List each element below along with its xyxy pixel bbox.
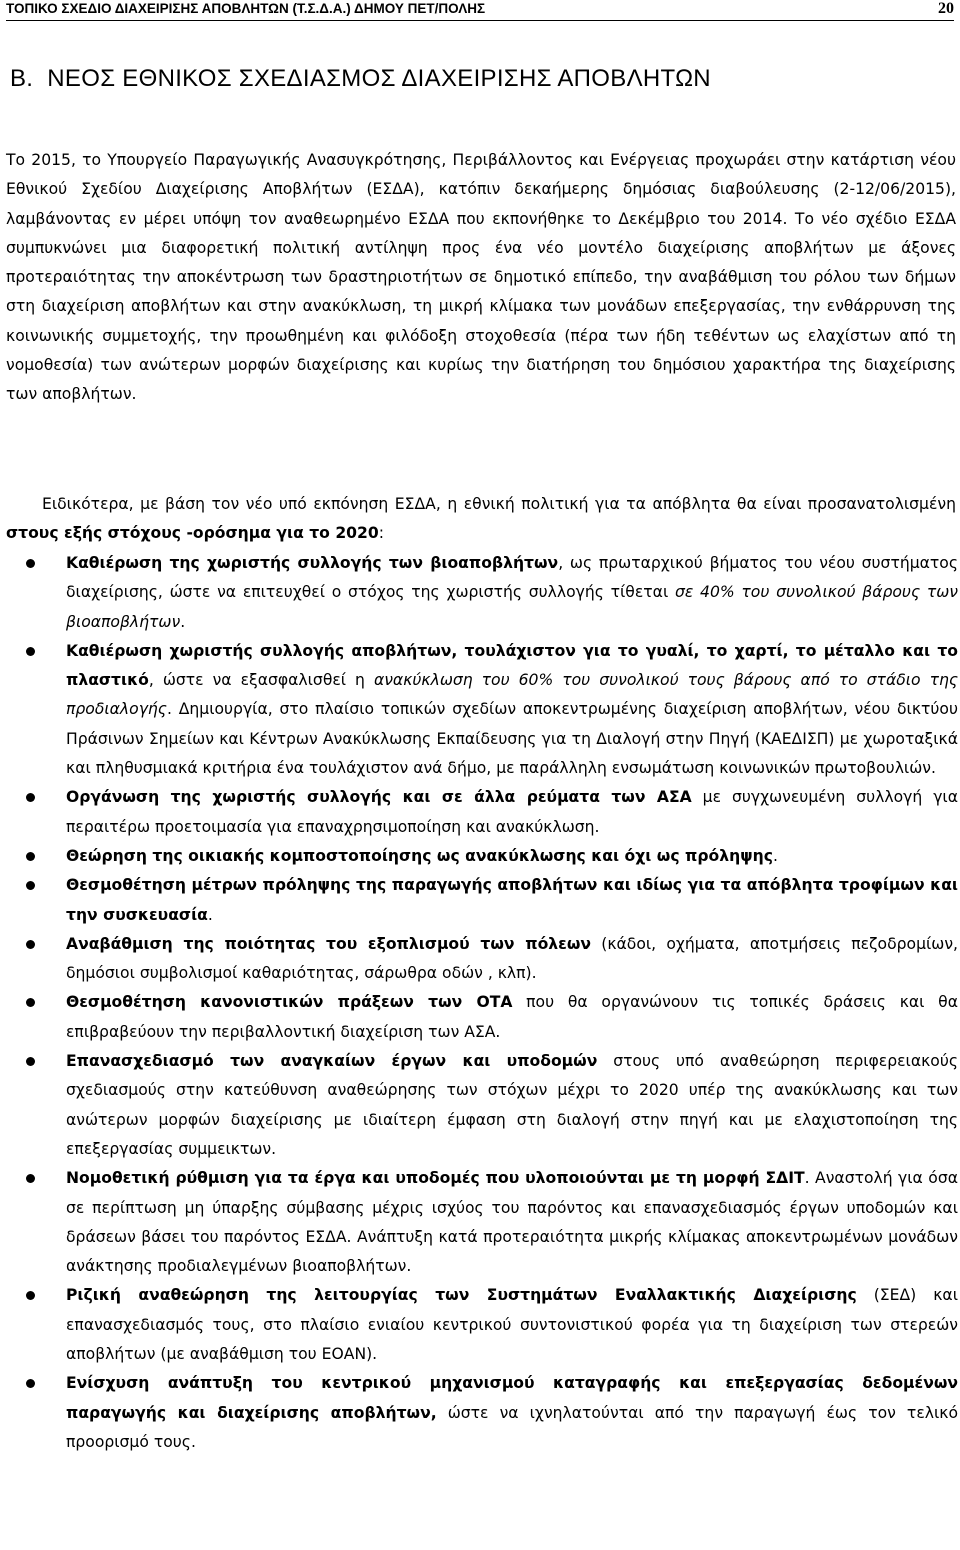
section-number: Β. xyxy=(10,65,34,92)
list-item-end: . Δημιουργία, στο πλαίσιο τοπικών σχεδίων αποκεντρωμένης διαχείριση αποβλήτων, νέου δικτύου Πράσινων Σημείων και Κέντρων Ανακύκλωσης Εκπαίδευσης για τη Διαλογή στην Πηγή (ΚΑΕΔΙΣΠ) με χωροταξικά και πληθυσμιακά κριτήρια ένα τουλάχιστον ανά δήμο, με παράλληλη ενσωμάτωση κοινωνικών πρωτοβουλιών. xyxy=(66,700,958,778)
list-item-text: ώστε να ιχνηλατούνται από την παραγωγή έως τον τελικό προορισμό τους. xyxy=(66,1403,958,1451)
list-item-bold: Καθιέρωση της χωριστής συλλογής των βιοαποβλήτων xyxy=(66,554,559,572)
list-item-text: (κάδοι, οχήματα, αποτμήσεις πεζοδρομίων, δημόσιοι συμβολισμοί καθαριότητας, σάρωθρα οδών , κλπ). xyxy=(66,934,958,983)
list-item xyxy=(66,842,958,871)
intro-paragraph: Το 2015, το Υπουργείο Παραγωγικής Ανασυγκρότησης, Περιβάλλοντος και Ενέργειας προχωράει στην κατάρτιση νέου Εθνικού Σχεδίου Διαχείρισης Αποβλήτων (ΕΣΔΑ), κατόπιν δεκαήμερης δημόσιας διαβούλευσης (2-12/06/2015), λαμβάνοντας εν μέρει υπόψη τον αναθεωρημένο ΕΣΔΑ που εκπονήθηκε το Δεκέμβριο του 2014. Το νέο σχέδιο ΕΣΔΑ συμπυκνώνει μια διαφορετική πολιτική αντίληψη προς ένα νέο μοντέλο διαχείρισης αποβλήτων με άξονες προτεραιότητας την αποκέντρωση των δραστηριοτήτων σε δημοτικό επίπεδο, την αναβάθμιση του ρόλου των δήμων στη διαχείριση αποβλήτων και στην ανακύκλωση, τη μικρή κλίμακα των μονάδων επεξεργασίας, την ενθάρρυνση της κοινωνικής συμμετοχής, την προωθημένη και φιλόδοξη στοχοθεσία (πέρα των ήδη τεθέντων ως ελαχίστων από τη νομοθεσία) των ανώτερων μορφών διαχείρισης και κυρίως την διατήρηση του δημόσιου χαρακτήρα της διαχείρισης των αποβλήτων. xyxy=(6,151,956,404)
list-item-italic: ανακύκλωση του 60% του συνολικού τους βάρους από το στάδιο της προδιαλογής xyxy=(66,671,958,719)
list-item-text: που θα οργανώνουν τις τοπικές δράσεις και θα επιβραβεύουν την περιβαλλοντική διαχείριση των ΑΣΑ. xyxy=(66,993,958,1041)
bullet-icon xyxy=(26,793,35,802)
list-item-text: . xyxy=(772,846,778,865)
list-item-text: , ως πρωταρχικού βήματος του νέου συστήματος διαχείρισης, ώστε να επιτευχθεί ο στόχος της χωριστής συλλογής τίθεται xyxy=(66,554,958,602)
bullet-icon xyxy=(26,852,35,861)
bullet-icon xyxy=(26,940,35,949)
list-item-bold: Ριζική αναθεώρηση της λειτουργίας των Συστημάτων Εναλλακτικής Διαχείρισης xyxy=(66,1286,857,1305)
list-item-text: με συγχωνευμένη συλλογή για περαιτέρω προετοιμασία για επαναχρησιμοποίηση και ανακύκλωση. xyxy=(66,788,958,836)
bullet-icon xyxy=(26,881,35,890)
list-item-end: . xyxy=(180,612,186,631)
bullet-icon xyxy=(26,1291,35,1300)
list-item xyxy=(66,930,958,989)
targets-emphasis: στους εξής στόχους -ορόσημα για το 2020 xyxy=(6,524,379,543)
list-item xyxy=(66,549,958,637)
header-title: ΤΟΠΙΚΟ ΣΧΕΔΙΟ ΔΙΑΧΕΙΡΙΣΗΣ ΑΠΟΒΛΗΤΩΝ (Τ.Σ.Δ.Α.) ΔΗΜΟΥ ΠΕΤ/ΠΟΛΗΣ xyxy=(6,1,486,16)
list-item-text: , ώστε να εξασφαλισθεί η xyxy=(148,671,374,690)
list-item xyxy=(66,1369,958,1457)
list-item-italic: σε 40% του συνολικού βάρους των βιοαποβλήτων xyxy=(66,583,959,631)
list-item xyxy=(66,1047,958,1164)
bullet-icon xyxy=(26,998,35,1007)
bullet-icon xyxy=(26,1379,35,1388)
list-item-text: στους υπό αναθεώρηση περιφερειακούς σχεδιασμούς στην κατεύθυνση αναθεώρησης των στόχων μέχρι το 2020 υπέρ της ανακύκλωσης και των ανώτερων μορφών διαχείρισης με ιδιαίτερη έμφαση στη διαλογή στην πηγή και με ελαχιστοποίηση της επεξεργασίας συμμεικτων. xyxy=(66,1052,958,1158)
list-item-bold: Θεσμοθέτηση μέτρων πρόληψης της παραγωγής αποβλήτων και ιδίως για τα απόβλητα τροφίμων και την συσκευασία xyxy=(66,876,958,924)
list-item-bold: Οργάνωση της χωριστής συλλογής και σε άλλα ρεύματα των ΑΣΑ xyxy=(66,788,692,807)
page-number: 20 xyxy=(938,0,954,17)
bullet-icon xyxy=(26,1174,35,1183)
list-item xyxy=(66,1281,958,1369)
bullet-icon xyxy=(26,1057,35,1066)
list-item-bold: Επανασχεδιασμό των αναγκαίων έργων και υποδομών xyxy=(66,1052,598,1071)
list-item-text: . Αναστολή για όσα σε περίπτωση μη ύπαρξης σύμβασης μέχρις ισχύος του παρόντος και επανασχεδιασμός έργων υποδομών και δράσεων βάσει του παρόντος ΕΣΔΑ. Ανάπτυξη κατά προτεραιότητα μικρής κλίμακας αποκεντρωμένων μονάδων ανάκτησης προδιαλεγμένων βιοαποβλήτων. xyxy=(66,1169,958,1276)
targets-paragraph xyxy=(6,490,956,549)
list-item-bold: Ενίσχυση ανάπτυξη του κεντρικού μηχανισμού καταγραφής και επεξεργασίας δεδομένων παραγωγής και διαχείρισης αποβλήτων, xyxy=(66,1374,958,1422)
list-item-bold: Θεσμοθέτηση κανονιστικών πράξεων των ΟΤΑ xyxy=(66,993,513,1012)
list-item-bold: Αναβάθμιση της ποιότητας του εξοπλισμού των πόλεων xyxy=(66,934,592,953)
bullet-icon xyxy=(26,647,35,656)
list-item xyxy=(66,1164,958,1281)
list-item-text: (ΣΕΔ) και επανασχεδιασμός τους, στο πλαίσιο ενιαίου κεντρικού συντονιστικού φορέα για τη διαχείριση των στερεών αποβλήτων (με αναβάθμιση του ΕΟΑΝ). xyxy=(66,1286,958,1364)
list-item xyxy=(66,637,958,783)
list-item xyxy=(66,783,958,842)
list-item-bold: Θεώρηση της οικιακής κομποστοποίησης ως ανακύκλωσης και όχι ως πρόληψης xyxy=(66,846,773,865)
list-item-bold: Καθιέρωση χωριστής συλλογής αποβλήτων, τουλάχιστον για το γυαλί, το χαρτί, το μέταλλο και το πλαστικό xyxy=(66,641,958,690)
list-item xyxy=(66,871,958,930)
targets-intro-text: Ειδικότερα, με βάση τον νέο υπό εκπόνηση ΕΣΔΑ, η εθνική πολιτική για τα απόβλητα θα είναι προσανατολισμένη xyxy=(42,495,956,513)
targets-list xyxy=(66,549,958,1457)
page-header xyxy=(6,0,954,21)
bullet-icon xyxy=(26,559,35,568)
list-item-text: . xyxy=(207,905,213,924)
list-item xyxy=(66,988,958,1047)
list-item-bold: Νομοθετική ρύθμιση για τα έργα και υποδομές που υλοποιούνται με τη μορφή ΣΔΙΤ xyxy=(66,1169,805,1188)
section-title-text: ΝΕΟΣ ΕΘΝΙΚΟΣ ΣΧΕΔΙΑΣΜΟΣ ΔΙΑΧΕΙΡΙΣΗΣ ΑΠΟΒΛΗΤΩΝ xyxy=(47,65,711,92)
targets-colon: : xyxy=(378,524,384,543)
section-title xyxy=(10,64,711,94)
